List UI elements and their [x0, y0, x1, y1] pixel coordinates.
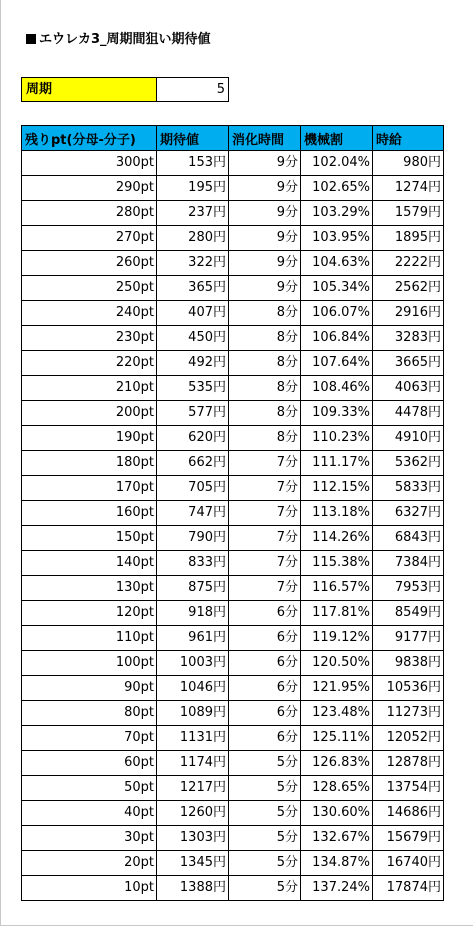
- time-cell[interactable]: 6分: [229, 601, 301, 626]
- remaining-pt-cell[interactable]: 140pt: [22, 551, 157, 576]
- remaining-pt-cell[interactable]: 220pt: [22, 351, 157, 376]
- time-cell[interactable]: 5分: [229, 751, 301, 776]
- remaining-pt-cell[interactable]: 280pt: [22, 201, 157, 226]
- time-cell[interactable]: 9分: [229, 251, 301, 276]
- sheet-title-text: エウレカ3_周期間狙い期待値: [39, 32, 211, 47]
- payout-rate-cell[interactable]: 102.04%: [301, 151, 373, 176]
- header-expected-value[interactable]: 期待値: [157, 126, 229, 151]
- hourly-wage-cell[interactable]: 980円: [373, 151, 444, 176]
- table-row: [22, 151, 444, 176]
- table-row: [22, 326, 444, 351]
- hourly-wage-cell[interactable]: 14686円: [373, 801, 444, 826]
- remaining-pt-cell[interactable]: 290pt: [22, 176, 157, 201]
- sheet-left-edge: [0, 0, 1, 926]
- time-cell[interactable]: 8分: [229, 326, 301, 351]
- table-row: [22, 701, 444, 726]
- table-row: [22, 401, 444, 426]
- time-cell[interactable]: 9分: [229, 276, 301, 301]
- remaining-pt-cell[interactable]: 200pt: [22, 401, 157, 426]
- expected-value-cell[interactable]: 705円: [157, 476, 229, 501]
- payout-rate-cell[interactable]: 128.65%: [301, 776, 373, 801]
- hourly-wage-cell[interactable]: 10536円: [373, 676, 444, 701]
- time-cell[interactable]: 6分: [229, 676, 301, 701]
- table-row: [22, 526, 444, 551]
- expected-value-cell[interactable]: 322円: [157, 251, 229, 276]
- hourly-wage-cell[interactable]: 7384円: [373, 551, 444, 576]
- table-row: [22, 176, 444, 201]
- payout-rate-cell[interactable]: 114.26%: [301, 526, 373, 551]
- expected-value-cell[interactable]: 535円: [157, 376, 229, 401]
- time-cell[interactable]: 7分: [229, 576, 301, 601]
- hourly-wage-cell[interactable]: 4478円: [373, 401, 444, 426]
- remaining-pt-cell[interactable]: 60pt: [22, 751, 157, 776]
- payout-rate-cell[interactable]: 112.15%: [301, 476, 373, 501]
- expected-value-cell[interactable]: 1217円: [157, 776, 229, 801]
- remaining-pt-cell[interactable]: 30pt: [22, 826, 157, 851]
- remaining-pt-cell[interactable]: 80pt: [22, 701, 157, 726]
- time-cell[interactable]: 5分: [229, 851, 301, 876]
- remaining-pt-cell[interactable]: 90pt: [22, 676, 157, 701]
- expected-value-cell[interactable]: 620円: [157, 426, 229, 451]
- hourly-wage-cell[interactable]: 1895円: [373, 226, 444, 251]
- payout-rate-cell[interactable]: 104.63%: [301, 251, 373, 276]
- table-row: [22, 601, 444, 626]
- payout-rate-cell[interactable]: 105.34%: [301, 276, 373, 301]
- hourly-wage-cell[interactable]: 11273円: [373, 701, 444, 726]
- time-cell[interactable]: 7分: [229, 476, 301, 501]
- time-cell[interactable]: 7分: [229, 451, 301, 476]
- expected-value-table: [21, 125, 444, 901]
- table-row: [22, 226, 444, 251]
- expected-value-cell[interactable]: 1260円: [157, 801, 229, 826]
- time-cell[interactable]: 5分: [229, 826, 301, 851]
- expected-value-cell[interactable]: 1046円: [157, 676, 229, 701]
- time-cell[interactable]: 8分: [229, 401, 301, 426]
- remaining-pt-cell[interactable]: 40pt: [22, 801, 157, 826]
- remaining-pt-cell[interactable]: 20pt: [22, 851, 157, 876]
- period-param-table: [21, 77, 229, 102]
- table-row: [22, 201, 444, 226]
- table-row: [22, 576, 444, 601]
- table-row: [22, 301, 444, 326]
- table-body: [22, 151, 444, 901]
- expected-value-cell[interactable]: 153円: [157, 151, 229, 176]
- hourly-wage-cell[interactable]: 2222円: [373, 251, 444, 276]
- hourly-wage-cell[interactable]: 1274円: [373, 176, 444, 201]
- header-remaining-pt[interactable]: 残りpt(分母-分子): [22, 126, 157, 151]
- hourly-wage-cell[interactable]: 13754円: [373, 776, 444, 801]
- table-row: [22, 426, 444, 451]
- payout-rate-cell[interactable]: 103.29%: [301, 201, 373, 226]
- expected-value-cell[interactable]: 365円: [157, 276, 229, 301]
- hourly-wage-cell[interactable]: 7953円: [373, 576, 444, 601]
- table-row: [22, 501, 444, 526]
- expected-value-cell[interactable]: 662円: [157, 451, 229, 476]
- expected-value-cell[interactable]: 918円: [157, 601, 229, 626]
- hourly-wage-cell[interactable]: 1579円: [373, 201, 444, 226]
- payout-rate-cell[interactable]: 121.95%: [301, 676, 373, 701]
- expected-value-cell[interactable]: 407円: [157, 301, 229, 326]
- payout-rate-cell[interactable]: 106.84%: [301, 326, 373, 351]
- hourly-wage-cell[interactable]: 6327円: [373, 501, 444, 526]
- sheet-title: [26, 28, 211, 47]
- header-row: [22, 126, 444, 151]
- time-cell[interactable]: 5分: [229, 876, 301, 901]
- table-row: [22, 776, 444, 801]
- time-cell[interactable]: 8分: [229, 376, 301, 401]
- hourly-wage-cell[interactable]: 4910円: [373, 426, 444, 451]
- table-row: [22, 376, 444, 401]
- hourly-wage-cell[interactable]: 8549円: [373, 601, 444, 626]
- payout-rate-cell[interactable]: 120.50%: [301, 651, 373, 676]
- expected-value-cell[interactable]: 961円: [157, 626, 229, 651]
- remaining-pt-cell[interactable]: 120pt: [22, 601, 157, 626]
- hourly-wage-cell[interactable]: 6843円: [373, 526, 444, 551]
- table-row: [22, 251, 444, 276]
- hourly-wage-cell[interactable]: 15679円: [373, 826, 444, 851]
- hourly-wage-cell[interactable]: 5833円: [373, 476, 444, 501]
- time-cell[interactable]: 9分: [229, 176, 301, 201]
- payout-rate-cell[interactable]: 123.48%: [301, 701, 373, 726]
- remaining-pt-cell[interactable]: 110pt: [22, 626, 157, 651]
- hourly-wage-cell[interactable]: 16740円: [373, 851, 444, 876]
- table-row: [22, 451, 444, 476]
- table-row: [22, 726, 444, 751]
- hourly-wage-cell[interactable]: 12878円: [373, 751, 444, 776]
- time-cell[interactable]: 6分: [229, 701, 301, 726]
- remaining-pt-cell[interactable]: 100pt: [22, 651, 157, 676]
- remaining-pt-cell[interactable]: 250pt: [22, 276, 157, 301]
- time-cell[interactable]: 9分: [229, 226, 301, 251]
- time-cell[interactable]: 6分: [229, 726, 301, 751]
- table-row: [22, 651, 444, 676]
- time-cell[interactable]: 6分: [229, 626, 301, 651]
- period-param-row: [22, 78, 229, 102]
- payout-rate-cell[interactable]: 113.18%: [301, 501, 373, 526]
- payout-rate-cell[interactable]: 110.23%: [301, 426, 373, 451]
- time-cell[interactable]: 7分: [229, 526, 301, 551]
- time-cell[interactable]: 8分: [229, 426, 301, 451]
- payout-rate-cell[interactable]: 108.46%: [301, 376, 373, 401]
- remaining-pt-cell[interactable]: 10pt: [22, 876, 157, 901]
- payout-rate-cell[interactable]: 107.64%: [301, 351, 373, 376]
- expected-value-cell[interactable]: 1131円: [157, 726, 229, 751]
- expected-value-cell[interactable]: 450円: [157, 326, 229, 351]
- payout-rate-cell[interactable]: 106.07%: [301, 301, 373, 326]
- payout-rate-cell[interactable]: 130.60%: [301, 801, 373, 826]
- remaining-pt-cell[interactable]: 240pt: [22, 301, 157, 326]
- payout-rate-cell[interactable]: 137.24%: [301, 876, 373, 901]
- hourly-wage-cell[interactable]: 9838円: [373, 651, 444, 676]
- table-row: [22, 826, 444, 851]
- table-row: [22, 876, 444, 901]
- expected-value-cell[interactable]: 1303円: [157, 826, 229, 851]
- payout-rate-cell[interactable]: 109.33%: [301, 401, 373, 426]
- payout-rate-cell[interactable]: 102.65%: [301, 176, 373, 201]
- hourly-wage-cell[interactable]: 4063円: [373, 376, 444, 401]
- remaining-pt-cell[interactable]: 160pt: [22, 501, 157, 526]
- table-row: [22, 751, 444, 776]
- expected-value-cell[interactable]: 747円: [157, 501, 229, 526]
- remaining-pt-cell[interactable]: 130pt: [22, 576, 157, 601]
- remaining-pt-cell[interactable]: 210pt: [22, 376, 157, 401]
- hourly-wage-cell[interactable]: 2562円: [373, 276, 444, 301]
- period-value-cell[interactable]: 5: [157, 78, 229, 102]
- payout-rate-cell[interactable]: 132.67%: [301, 826, 373, 851]
- expected-value-cell[interactable]: 195円: [157, 176, 229, 201]
- table-row: [22, 476, 444, 501]
- expected-value-cell[interactable]: 492円: [157, 351, 229, 376]
- table-row: [22, 276, 444, 301]
- hourly-wage-cell[interactable]: 2916円: [373, 301, 444, 326]
- remaining-pt-cell[interactable]: 260pt: [22, 251, 157, 276]
- remaining-pt-cell[interactable]: 190pt: [22, 426, 157, 451]
- hourly-wage-cell[interactable]: 3665円: [373, 351, 444, 376]
- expected-value-cell[interactable]: 237円: [157, 201, 229, 226]
- payout-rate-cell[interactable]: 117.81%: [301, 601, 373, 626]
- remaining-pt-cell[interactable]: 50pt: [22, 776, 157, 801]
- time-cell[interactable]: 9分: [229, 201, 301, 226]
- expected-value-cell[interactable]: 790円: [157, 526, 229, 551]
- hourly-wage-cell[interactable]: 9177円: [373, 626, 444, 651]
- table-row: [22, 626, 444, 651]
- hourly-wage-cell[interactable]: 3283円: [373, 326, 444, 351]
- hourly-wage-cell[interactable]: 17874円: [373, 876, 444, 901]
- remaining-pt-cell[interactable]: 170pt: [22, 476, 157, 501]
- remaining-pt-cell[interactable]: 70pt: [22, 726, 157, 751]
- time-cell[interactable]: 7分: [229, 501, 301, 526]
- hourly-wage-cell[interactable]: 5362円: [373, 451, 444, 476]
- payout-rate-cell[interactable]: 115.38%: [301, 551, 373, 576]
- table-row: [22, 801, 444, 826]
- time-cell[interactable]: 7分: [229, 551, 301, 576]
- period-label-cell[interactable]: 周期: [22, 78, 157, 102]
- payout-rate-cell[interactable]: 126.83%: [301, 751, 373, 776]
- payout-rate-cell[interactable]: 111.17%: [301, 451, 373, 476]
- black-square-icon: [26, 34, 36, 44]
- time-cell[interactable]: 9分: [229, 151, 301, 176]
- table-row: [22, 851, 444, 876]
- expected-value-cell[interactable]: 1345円: [157, 851, 229, 876]
- payout-rate-cell[interactable]: 119.12%: [301, 626, 373, 651]
- expected-value-cell[interactable]: 1003円: [157, 651, 229, 676]
- payout-rate-cell[interactable]: 125.11%: [301, 726, 373, 751]
- remaining-pt-cell[interactable]: 180pt: [22, 451, 157, 476]
- expected-value-cell[interactable]: 875円: [157, 576, 229, 601]
- expected-value-cell[interactable]: 1089円: [157, 701, 229, 726]
- remaining-pt-cell[interactable]: 270pt: [22, 226, 157, 251]
- time-cell[interactable]: 8分: [229, 301, 301, 326]
- payout-rate-cell[interactable]: 103.95%: [301, 226, 373, 251]
- remaining-pt-cell[interactable]: 300pt: [22, 151, 157, 176]
- header-payout-rate[interactable]: 機械割: [301, 126, 373, 151]
- time-cell[interactable]: 8分: [229, 351, 301, 376]
- expected-value-cell[interactable]: 280円: [157, 226, 229, 251]
- time-cell[interactable]: 5分: [229, 776, 301, 801]
- hourly-wage-cell[interactable]: 12052円: [373, 726, 444, 751]
- table-row: [22, 676, 444, 701]
- time-cell[interactable]: 5分: [229, 801, 301, 826]
- expected-value-cell[interactable]: 1388円: [157, 876, 229, 901]
- table-row: [22, 551, 444, 576]
- time-cell[interactable]: 6分: [229, 651, 301, 676]
- expected-value-cell[interactable]: 577円: [157, 401, 229, 426]
- header-time[interactable]: 消化時間: [229, 126, 301, 151]
- table-row: [22, 351, 444, 376]
- header-hourly-wage[interactable]: 時給: [373, 126, 444, 151]
- expected-value-cell[interactable]: 833円: [157, 551, 229, 576]
- remaining-pt-cell[interactable]: 230pt: [22, 326, 157, 351]
- payout-rate-cell[interactable]: 134.87%: [301, 851, 373, 876]
- remaining-pt-cell[interactable]: 150pt: [22, 526, 157, 551]
- payout-rate-cell[interactable]: 116.57%: [301, 576, 373, 601]
- expected-value-cell[interactable]: 1174円: [157, 751, 229, 776]
